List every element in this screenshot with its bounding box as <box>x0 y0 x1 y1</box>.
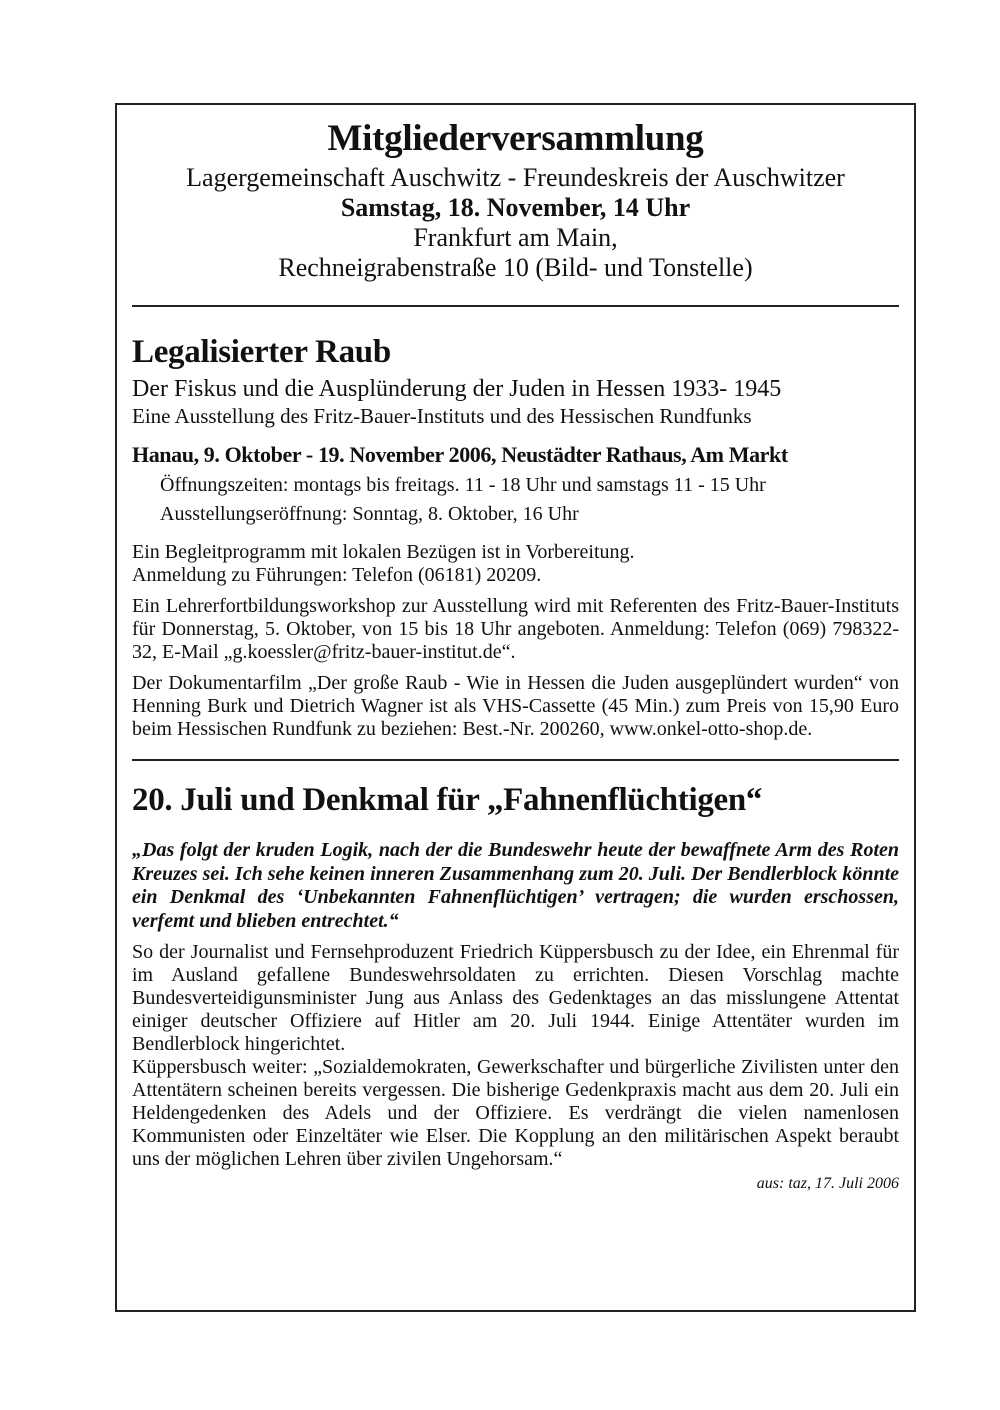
program-line: Ein Begleitprogramm mit lokalen Bezügen ist in Vorbereitung. <box>132 541 635 563</box>
exhibition-opening: Ausstellungseröffnung: Sonntag, 8. Oktober, 16 Uhr <box>160 503 579 525</box>
meeting-date: Samstag, 18. November, 14 Uhr <box>340 193 691 222</box>
meeting-city: Frankfurt am Main, <box>413 223 618 252</box>
film-paragraph: Der Dokumentarfilm „Der große Raub - Wie in Hessen die Juden ausgeplündert wurden“ von Henning Burk und Dietrich Wagner ist als VHS-Cassette (45 Min.) zum Preis von 15,90 Euro beim Hessischen Rundfunk zu beziehen: Best.-Nr. 200260, www.onkel-otto-shop.de. <box>132 672 899 740</box>
article-heading: 20. Juli und Denkmal für „Fahnenflüchtigen“ <box>132 782 763 818</box>
exhibition-heading: Legalisierter Raub <box>132 334 391 370</box>
program-registration: Anmeldung zu Führungen: Telefon (06181) 20209. <box>132 564 542 586</box>
meeting-organization: Lagergemeinschaft Auschwitz - Freundeskreis der Auschwitzer <box>186 163 845 192</box>
article-section <box>132 781 899 1194</box>
exhibition-hours: Öffnungszeiten: montags bis freitags. 11 - 18 Uhr und samstags 11 - 15 Uhr <box>160 474 766 496</box>
document-frame <box>115 103 916 1312</box>
meeting-address: Rechneigrabenstraße 10 (Bild- und Tonstelle) <box>278 253 753 282</box>
exhibition-subtitle: Der Fiskus und die Ausplünderung der Juden in Hessen 1933- 1945 <box>132 376 782 402</box>
article-paragraph-1: So der Journalist und Fernsehproduzent Friedrich Küppersbusch zu der Idee, ein Ehrenmal für im Ausland gefallene Bundeswehrsoldaten zu errichten. Diesen Vorschlag machte Bundesverteidigunsminister Jung aus Anlass des Gedenktages an das misslungene Attentat einiger deutscher Offiziere auf Hitler am 20. Juli 1944. Einige Attentäter wurden im Bendlerblock hingerichtet. <box>132 941 899 1055</box>
exhibition-description: Eine Ausstellung des Fritz-Bauer-Instituts und des Hessischen Rundfunks <box>132 404 752 428</box>
meeting-title: Mitgliederversammlung <box>327 118 704 159</box>
exhibition-section <box>132 333 899 741</box>
article-quote: „Das folgt der kruden Logik, nach der die Bundeswehr heute der bewaffnete Arm des Roten Kreuzes sei. Ich sehe keinen inneren Zusammenhang zum 20. Juli. Der Bendlerblock könnte ein Denkmal des ‘Unbekannten Fahnenflüchtigen’ vertragen; die wurden erschossen, verfemt und blieben entrechtet.“ <box>132 839 899 932</box>
workshop-paragraph: Ein Lehrerfortbildungsworkshop zur Ausstellung wird mit Referenten des Fritz-Bauer-Instituts für Donnerstag, 5. Oktober, von 15 bis 18 Uhr angeboten. Anmeldung: Telefon (069) 798322-32, E-Mail „g.koessler@fritz-bauer-institut.de“. <box>132 595 899 663</box>
document-content <box>132 105 899 1194</box>
divider <box>132 305 899 307</box>
exhibition-program <box>132 541 899 587</box>
exhibition-location: Hanau, 9. Oktober - 19. November 2006, Neustädter Rathaus, Am Markt <box>132 442 788 467</box>
divider <box>132 759 899 761</box>
meeting-section <box>132 119 899 283</box>
article-source: aus: taz, 17. Juli 2006 <box>756 1175 899 1192</box>
article-paragraph-2: Küppersbusch weiter: „Sozialdemokraten, Gewerkschafter und bürgerliche Zivilisten unter den Attentätern scheinen bereits vergessen. Die bisherige Gedenkpraxis macht aus dem 20. Juli ein Heldengedenken des Adels und der Offiziere. Es verdrängt die vielen namenlosen Kommunisten oder Einzeltäter wie Elser. Die Kopplung an den militärischen Aspekt beraubt uns der möglichen Lehren über zivilen Ungehorsam.“ <box>132 1056 899 1170</box>
